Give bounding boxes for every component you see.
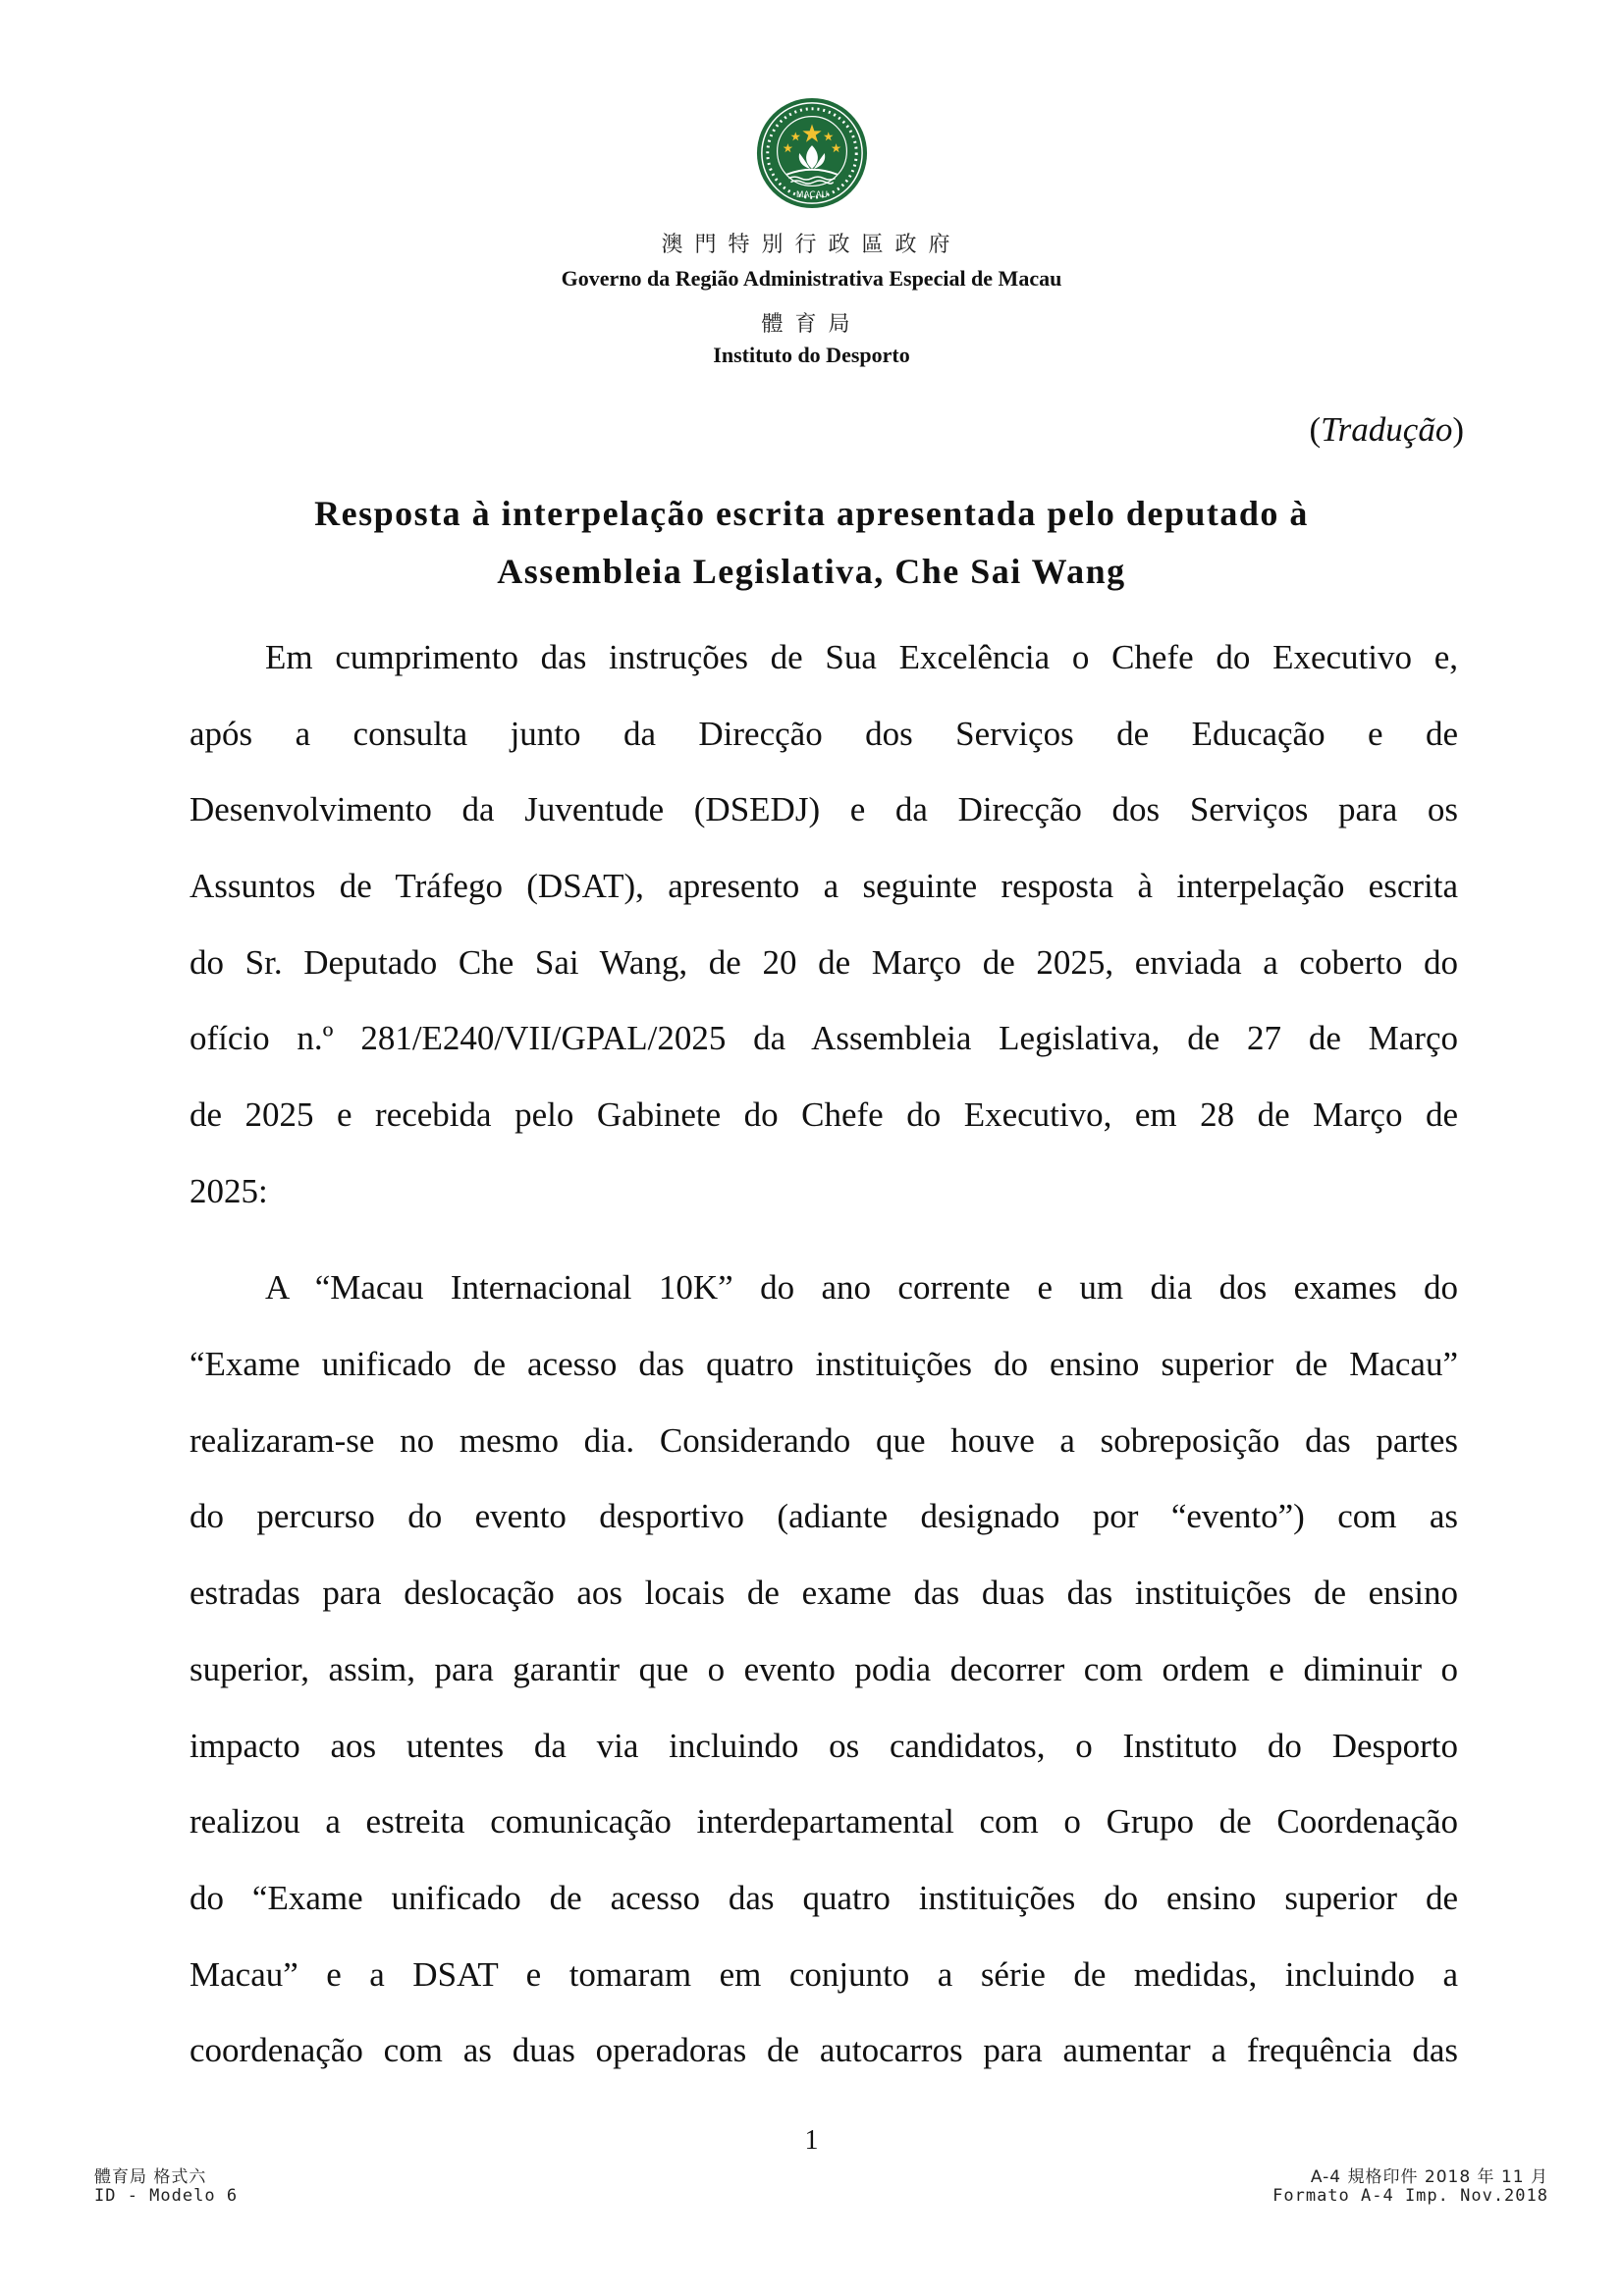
paragraph-line: realizaram-se no mesmo dia. Considerando que houve a sobreposição das partes: [189, 1421, 1458, 1460]
document-title-line-1: Resposta à interpelação escrita apresentada pelo deputado à: [314, 494, 1309, 533]
page-number: 1: [804, 2125, 819, 2156]
paragraph-line: 2025:: [189, 1172, 268, 1210]
footer-print-format: Formato A-4 Imp. Nov.2018: [1272, 2186, 1548, 2206]
government-name-chinese: 澳門特別行政區政府: [661, 233, 962, 257]
institute-name-chinese: 體育局: [761, 312, 862, 337]
paragraph-line: A “Macau Internacional 10K” do ano corrente e um dia dos exames do: [265, 1268, 1458, 1307]
paragraph-line: do Sr. Deputado Che Sai Wang, de 20 de Março de 2025, enviada a coberto do: [189, 943, 1458, 982]
translation-note: [1309, 410, 1464, 450]
paragraph-line: do “Exame unificado de acesso das quatro instituições do ensino superior de: [189, 1879, 1458, 1917]
paragraph-line: Desenvolvimento da Juventude (DSEDJ) e da Direcção dos Serviços para os: [189, 790, 1458, 828]
macau-emblem-icon: [754, 95, 870, 211]
footer-form-code-chinese: 體育局 格式六: [94, 2167, 207, 2187]
paragraph-line: Em cumprimento das instruções de Sua Excelência o Chefe do Executivo e,: [265, 638, 1458, 676]
footer-form-code: ID - Modelo 6: [94, 2186, 239, 2206]
institute-name-portuguese: Instituto do Desporto: [713, 343, 910, 367]
translation-open-paren: (: [1309, 410, 1322, 449]
paragraph-line: Macau” e a DSAT e tomaram em conjunto a série de medidas, incluindo a: [189, 1955, 1458, 1994]
paragraph-line: do percurso do evento desportivo (adiante designado por “evento”) com as: [189, 1497, 1458, 1535]
paragraph-line: de 2025 e recebida pelo Gabinete do Chefe do Executivo, em 28 de Março de: [189, 1095, 1458, 1134]
translation-word: Tradução: [1321, 410, 1453, 449]
document-title-line-2: Assembleia Legislativa, Che Sai Wang: [497, 552, 1126, 591]
translation-close-paren: ): [1452, 410, 1464, 449]
paragraph-line: “Exame unificado de acesso das quatro instituições do ensino superior de Macau”: [189, 1345, 1458, 1383]
paragraph-line: superior, assim, para garantir que o evento podia decorrer com ordem e diminuir o: [189, 1650, 1458, 1688]
government-name-portuguese: Governo da Região Administrativa Especial de Macau: [561, 266, 1062, 291]
paragraph-line: após a consulta junto da Direcção dos Serviços de Educação e de: [189, 715, 1458, 753]
footer-print-format-chinese: A-4 規格印件 2018 年 11 月: [1310, 2167, 1548, 2187]
paragraph-line: realizou a estreita comunicação interdepartamental com o Grupo de Coordenação: [189, 1802, 1458, 1841]
paragraph-line: Assuntos de Tráfego (DSAT), apresento a seguinte resposta à interpelação escrita: [189, 867, 1458, 905]
paragraph-line: coordenação com as duas operadoras de autocarros para aumentar a frequência das: [189, 2031, 1458, 2069]
paragraph-line: impacto aos utentes da via incluindo os candidatos, o Instituto do Desporto: [189, 1727, 1458, 1765]
emblem-label: MACAU: [795, 190, 829, 201]
paragraph-line: estradas para deslocação aos locais de exame das duas das instituições de ensino: [189, 1574, 1458, 1612]
paragraph-line: ofício n.º 281/E240/VII/GPAL/2025 da Assembleia Legislativa, de 27 de Março: [189, 1019, 1458, 1057]
